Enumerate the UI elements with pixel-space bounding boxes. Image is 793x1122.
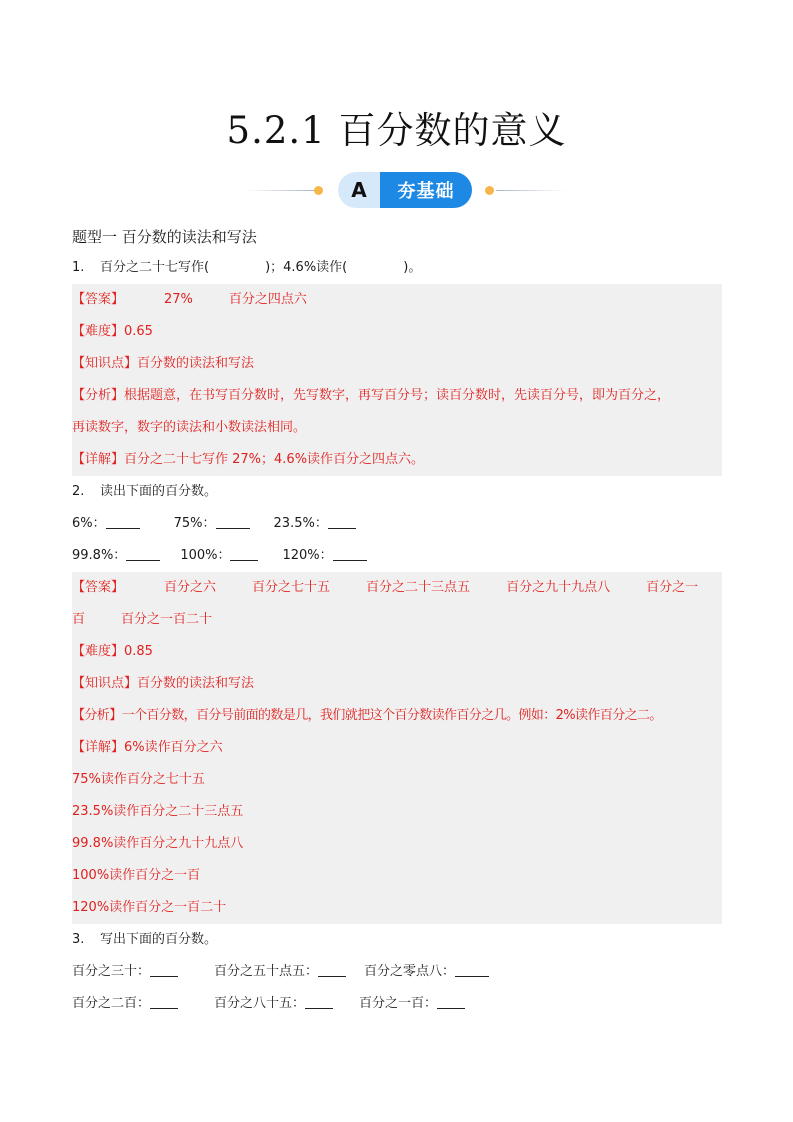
difficulty-line: 【难度】0.65 (72, 324, 153, 339)
badge-letter: A (338, 172, 380, 208)
question-text: )；4.6%读作( (265, 260, 348, 275)
detail-line: 23.5%读作百分之二十三点五 (72, 804, 244, 819)
fill-row (72, 988, 722, 1020)
answer-line (72, 604, 722, 636)
fill-label: 100%： (180, 548, 231, 563)
answer-value: 百分之一 (646, 580, 699, 595)
answer-blank[interactable] (305, 994, 333, 1009)
detail-line: 120%读作百分之一百二十 (72, 900, 227, 915)
fill-label: 百分之零点八： (364, 964, 456, 979)
answer-blank[interactable] (150, 994, 178, 1009)
answer-box-1 (72, 284, 722, 476)
detail-line: 【详解】百分之二十七写作 27%；4.6%读作百分之四点六。 (72, 452, 425, 467)
answer-label: 【答案】 (72, 292, 125, 307)
fill-label: 百分之三十： (72, 964, 151, 979)
knowledge-line: 【知识点】百分数的读法和写法 (72, 356, 255, 371)
decor-line-right (496, 190, 566, 191)
answer-blank[interactable] (318, 962, 346, 977)
detail-line: 【详解】6%读作百分之六 (72, 740, 223, 755)
fill-label: 23.5%： (273, 516, 328, 531)
answer-blank[interactable] (333, 546, 367, 561)
document-body (72, 222, 722, 1020)
answer-blank[interactable] (150, 962, 178, 977)
difficulty-line: 【难度】0.85 (72, 644, 153, 659)
fill-label: 百分之一百： (359, 996, 438, 1011)
question-3 (72, 924, 722, 956)
fill-label: 120%： (282, 548, 333, 563)
answer-box-2 (72, 572, 722, 924)
answer-blank[interactable] (455, 962, 489, 977)
question-number: 1. (72, 260, 85, 275)
answer-blank[interactable] (437, 994, 465, 1009)
answer-line (72, 284, 722, 316)
detail-line: 100%读作百分之一百 (72, 868, 201, 883)
section-badge-row (0, 172, 793, 208)
decor-dot-right (485, 186, 494, 195)
fill-row (72, 508, 722, 540)
question-text: 百分之二十七写作( (100, 260, 210, 275)
fill-label: 百分之五十点五： (214, 964, 319, 979)
section-title: 题型一 百分数的读法和写法 (72, 228, 257, 246)
fill-label: 百分之八十五： (214, 996, 306, 1011)
level-badge (338, 172, 472, 208)
detail-line: 99.8%读作百分之九十九点八 (72, 836, 244, 851)
answer-blank[interactable] (216, 514, 250, 529)
question-1 (72, 252, 722, 284)
fill-row (72, 540, 722, 572)
analysis-line: 再读数字，数字的读法和小数读法相同。 (72, 420, 307, 435)
answer-label: 【答案】 (72, 580, 125, 595)
question-text: 写出下面的百分数。 (100, 932, 218, 947)
answer-value: 百分之六 (164, 580, 217, 595)
answer-value: 百分之九十九点八 (506, 580, 611, 595)
fill-label: 6%： (72, 516, 106, 531)
answer-blank[interactable] (126, 546, 160, 561)
question-number: 2. (72, 484, 85, 499)
decor-dot-left (314, 186, 323, 195)
question-text: 读出下面的百分数。 (100, 484, 218, 499)
analysis-line: 【分析】一个百分数，百分号前面的数是几，我们就把这个百分数读作百分之几。例如：2%读作百分之二。 (72, 708, 662, 723)
decor-line-left (245, 190, 315, 191)
answer-value: 百分之一百二十 (121, 612, 213, 627)
analysis-line: 【分析】根据题意，在书写百分数时，先写数字，再写百分号；读百分数时，先读百分号，即为百分之， (72, 388, 671, 403)
answer-blank[interactable] (230, 546, 258, 561)
question-number: 3. (72, 932, 85, 947)
detail-line: 75%读作百分之七十五 (72, 772, 205, 787)
fill-label: 99.8%： (72, 548, 127, 563)
answer-blank[interactable] (106, 514, 140, 529)
page-title: 5.2.1 百分数的意义 (226, 109, 567, 152)
answer-line (72, 572, 722, 604)
question-text: )。 (403, 260, 422, 275)
answer-value: 百分之四点六 (228, 292, 307, 307)
fill-row (72, 956, 722, 988)
fill-label: 百分之二百： (72, 996, 151, 1011)
answer-value: 27% (164, 292, 193, 307)
knowledge-line: 【知识点】百分数的读法和写法 (72, 676, 255, 691)
fill-label: 75%： (173, 516, 216, 531)
answer-value: 百分之二十三点五 (366, 580, 471, 595)
badge-text: 夯基础 (380, 172, 472, 208)
question-2 (72, 476, 722, 508)
answer-blank[interactable] (328, 514, 356, 529)
answer-value: 百 (72, 612, 86, 627)
answer-value: 百分之七十五 (252, 580, 331, 595)
